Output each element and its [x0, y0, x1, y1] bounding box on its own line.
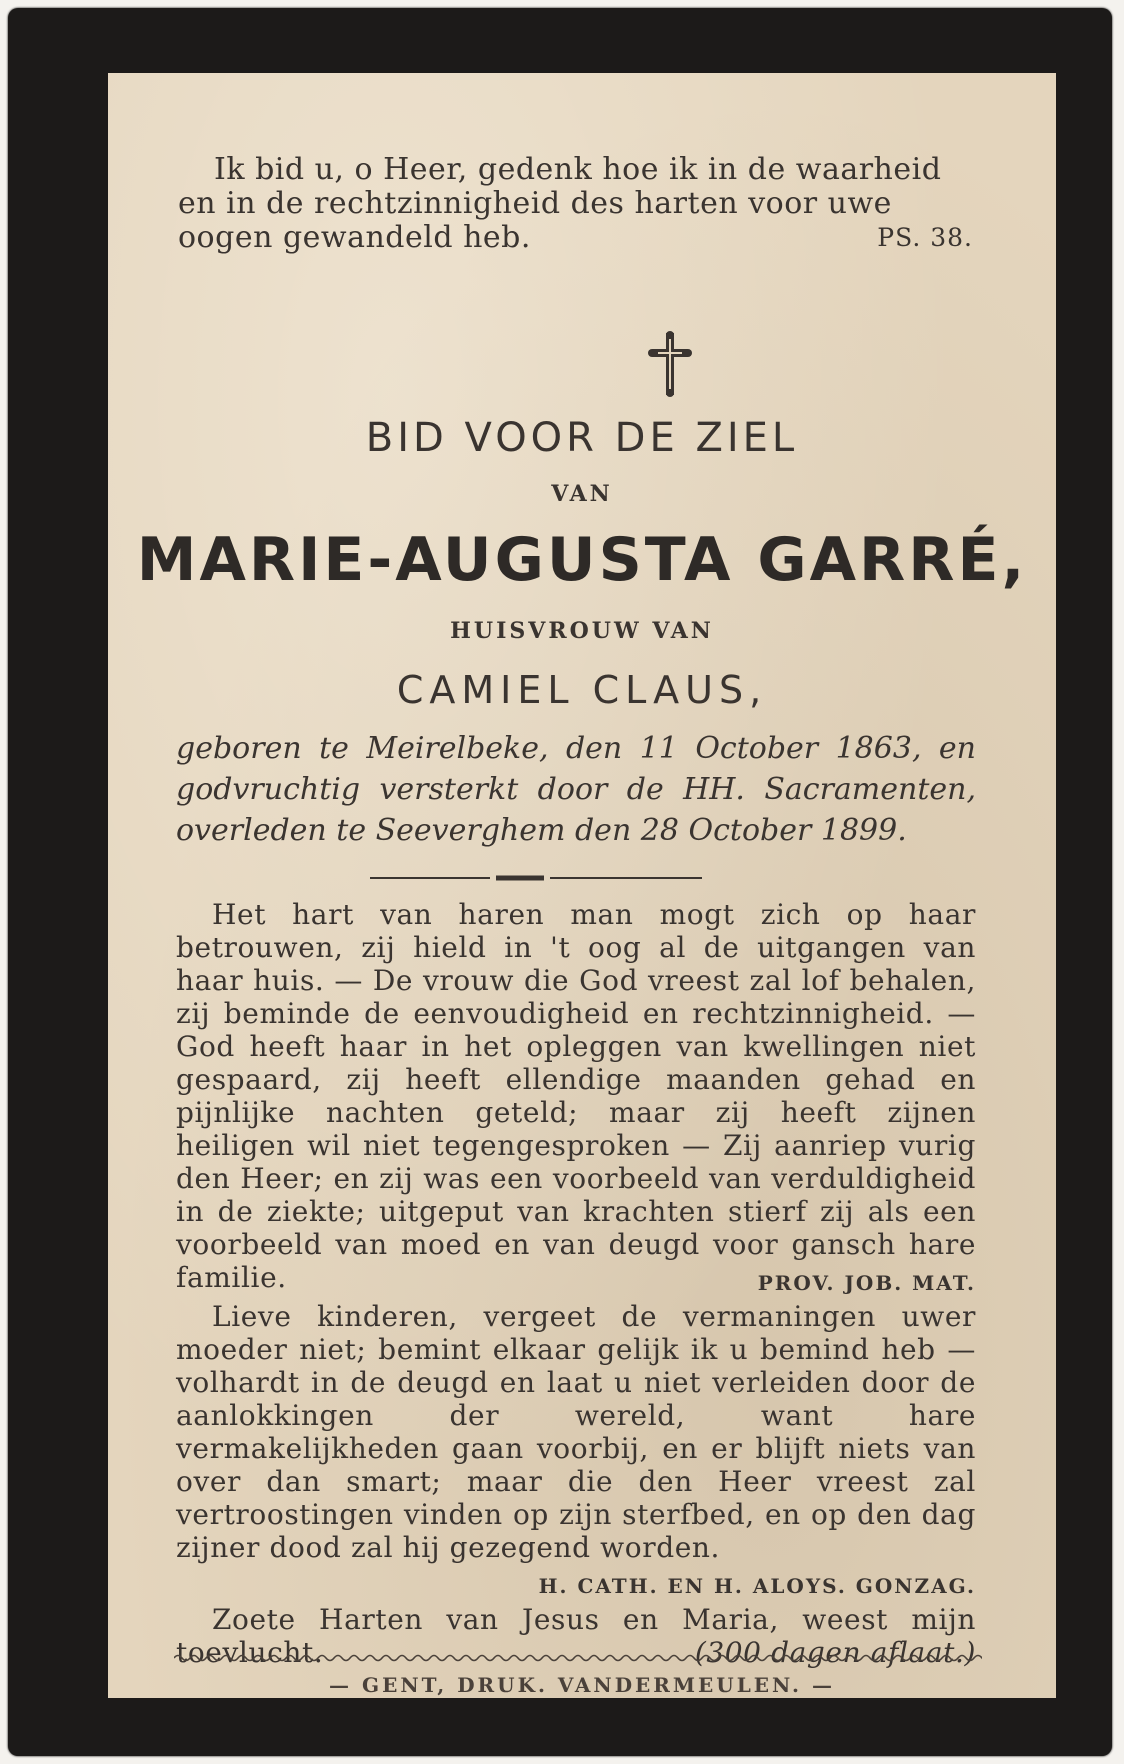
verse-line-2: en in de rechtzinnigheid des harten voor uwe — [178, 186, 892, 221]
heading: BID VOOR DE ZIEL — [365, 415, 799, 461]
spouse-name: CAMIEL CLAUS, — [396, 668, 768, 712]
body-text — [176, 898, 976, 1669]
life-dates — [176, 728, 976, 851]
spouse-label: HUISVROUW VAN — [450, 618, 714, 644]
paragraph-1-reference: PROV. JOB. MAT. — [757, 1271, 976, 1295]
sacrament-line: godvruchtig versterkt door de HH. Sacramenten, — [176, 772, 976, 807]
birth-line: geboren te Meirelbeke, den 11 October 1863, en — [176, 731, 976, 766]
memorial-card — [8, 8, 1112, 1756]
verse-line-3: oogen gewandeld heb. — [178, 220, 531, 255]
van-label: VAN — [551, 481, 613, 507]
card-paper — [108, 73, 1056, 1698]
prayer-text: Zoete Harten van Jesus en Maria, weest mijn toevlucht. — [176, 1603, 976, 1669]
printer-imprint: — GENT, DRUK. VANDERMEULEN. — — [329, 1673, 835, 1697]
cross-icon — [648, 331, 692, 397]
death-line: overleden te Seeverghem den 28 October 1899. — [176, 813, 907, 848]
paragraph-2-text: Lieve kinderen, vergeet de vermaningen uwer moeder niet; bemint elkaar gelijk ik u bemind heb — volhardt in de deugd en laat u niet verleiden door de aanlokkingen der wereld, want hare vermakelijkheden gaan voorbij, en er blijft niets van over dan smart; maar die den Heer vreest zal vertroostingen vinden op zijn sterfbed, en op den dag zijner dood zal hij gezegend worden. — [176, 1300, 976, 1564]
opening-verse — [178, 153, 973, 255]
divider-rule — [370, 873, 702, 883]
paragraph-2-reference: H. CATH. EN H. ALOYS. GONZAG. — [538, 1574, 976, 1598]
deceased-name: MARIE-AUGUSTA GARRÉ, — [136, 525, 1028, 595]
verse-reference: PS. 38. — [877, 223, 973, 252]
wavy-divider — [174, 1651, 982, 1665]
verse-line-3-row — [178, 221, 973, 255]
paragraph-2 — [176, 1300, 976, 1603]
verse-line-1: Ik bid u, o Heer, gedenk hoe ik in de waarheid — [214, 152, 942, 187]
paragraph-1-text: Het hart van haren man mogt zich op haar betrouwen, zij hield in 't oog al de uitgangen van haar huis. — De vrouw die God vreest zal lof behalen, zij beminde de eenvoudigheid en rechtzinnigheid. — God heeft haar in het opleggen van kwellingen niet gespaard, zij heeft ellendige maanden gehad en pijnlijke nachten geteld; maar zij heeft zijnen heiligen wil niet tegengesproken — Zij aanriep vurig den Heer; en zij was een voorbeeld van verduldigheid in de ziekte; uitgeput van krachten stierf zij als een voorbeeld van moed en van deugd voor gansch hare familie. — [176, 898, 976, 1294]
indulgence-note: (300 dagen aflaat.) — [694, 1636, 976, 1669]
paragraph-1 — [176, 898, 976, 1300]
